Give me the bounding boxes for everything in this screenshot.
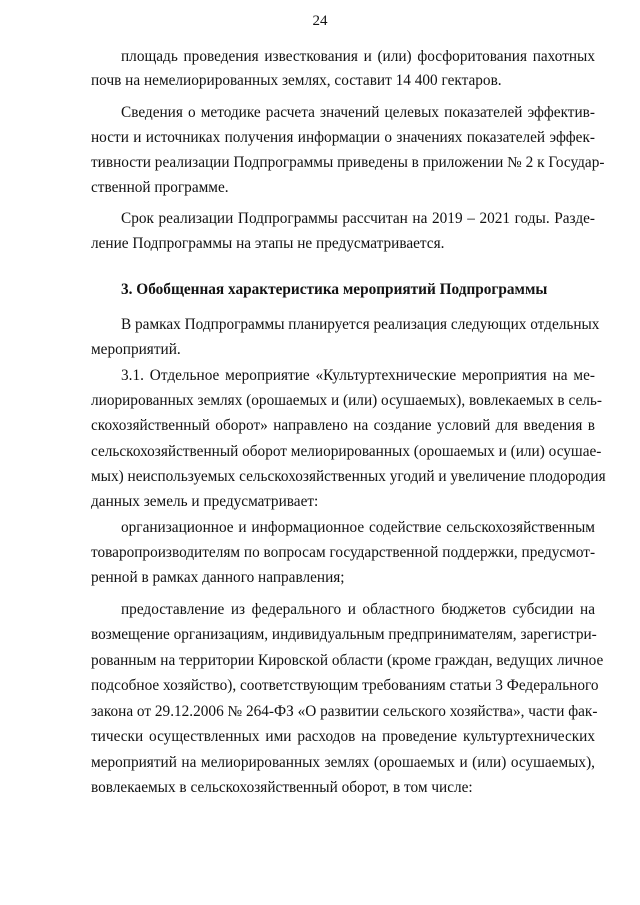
text-line: Срок реализации Подпрограммы рассчитан на 2019 – 2021 годы. Разде- xyxy=(121,210,595,227)
text-line: Сведения о методике расчета значений целевых показателей эффектив- xyxy=(121,104,595,121)
text-line: данных земель и предусматривает: xyxy=(91,493,319,510)
text-line: тивности реализации Подпрограммы приведены в приложении № 2 к Государ- xyxy=(91,154,605,171)
text-line: подсобное хозяйство), соответствующим требованиям статьи 3 Федерального xyxy=(91,677,599,694)
text-line: ственной программе. xyxy=(91,179,229,196)
text-line: почв на немелиорированных землях, составит 14 400 гектаров. xyxy=(91,72,502,89)
text-line: ности и источниках получения информации о значениях показателей эффек- xyxy=(91,129,595,146)
text-line: мых) неиспользуемых сельскохозяйственных угодий и увеличение плодородия xyxy=(91,468,606,485)
text-line: 3.1. Отдельное мероприятие «Культуртехнические мероприятия на ме- xyxy=(121,367,595,384)
text-line: лиорированных землях (орошаемых и (или) осушаемых), вовлекаемых в сель- xyxy=(91,392,602,409)
text-line: площадь проведения известкования и (или) фосфоритования пахотных xyxy=(121,48,595,65)
text-line: мероприятий на мелиорированных землях (орошаемых и (или) осушаемых), xyxy=(91,754,595,771)
text-line: рованным на территории Кировской области (кроме граждан, ведущих личное xyxy=(91,652,604,669)
text-line: организационное и информационное содействие сельскохозяйственным xyxy=(121,519,595,536)
section-heading: 3. Обобщенная характеристика мероприятий Подпрограммы xyxy=(121,281,548,298)
page-number: 24 xyxy=(312,13,328,29)
text-line: сельскохозяйственный оборот мелиорированных (орошаемых и (или) осушае- xyxy=(91,443,602,460)
text-line: тически осуществленных ими расходов на проведение культуртехнических xyxy=(91,728,595,745)
text-line: ренной в рамках данного направления; xyxy=(91,569,345,586)
text-line: возмещение организациям, индивидуальным предпринимателям, зарегистри- xyxy=(91,626,597,643)
text-line: мероприятий. xyxy=(91,341,181,358)
text-line: скохозяйственный оборот» направлено на создание условий для введения в xyxy=(91,417,595,434)
text-line: товаропроизводителям по вопросам государственной поддержки, предусмот- xyxy=(91,544,596,561)
text-line: предоставление из федерального и областного бюджетов субсидии на xyxy=(121,601,595,618)
text-line: вовлекаемых в сельскохозяйственный оборот, в том числе: xyxy=(91,779,473,796)
text-line: ление Подпрограммы на этапы не предусматривается. xyxy=(91,235,445,252)
text-line: закона от 29.12.2006 № 264-ФЗ «О развитии сельского хозяйства», части фак- xyxy=(91,703,598,720)
text-line: В рамках Подпрограммы планируется реализация следующих отдельных xyxy=(121,316,600,333)
